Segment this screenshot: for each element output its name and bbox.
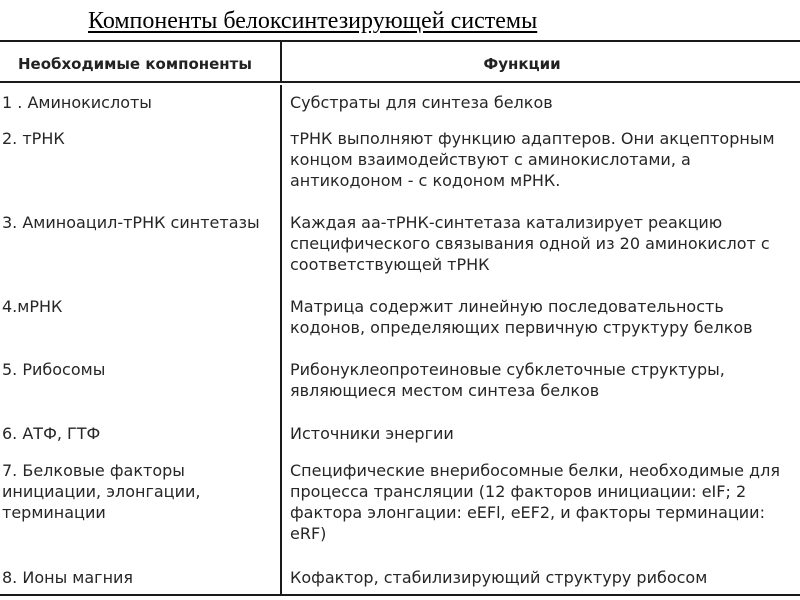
function-text: Специфические внерибосомные белки, необходимые для процесса трансляции (12 факторов инициации: eIF; 2 фактора элонгации: eEFl, eEF2, и факторы терминации: eRF) [290,461,780,543]
table-row [0,558,800,594]
component-text: 4.мРНК [2,297,63,316]
component-text: 2. тРНК [2,129,65,148]
column-header-functions: Функции [483,55,561,73]
function-text: тРНК выполняют функцию адаптеров. Они акцепторным концом взаимодействуют с аминокислотами, а антикодоном - с кодоном мРНК. [290,129,775,190]
function-cell [282,288,800,351]
function-text: Субстраты для синтеза белков [290,93,553,112]
component-cell [0,452,282,558]
component-text: 3. Аминоацил-тРНК синтетазы [2,213,260,232]
function-cell [282,558,800,594]
function-cell [282,120,800,204]
component-cell [0,351,282,414]
header-cell-functions [282,42,800,81]
component-text: 5. Рибосомы [2,360,106,379]
components-table [0,40,800,596]
function-text: Каждая аа-тРНК-синтетаза катализирует реакцию специфического связывания одной из 20 аминокислот с соответствующей тРНК [290,213,770,274]
function-text: Матрица содержит линейную последовательность кодонов, определяющих первичную структуру белков [290,297,753,337]
component-text: 7. Белковые факторы инициации, элонгации, терминации [2,461,201,522]
component-text: 8. Ионы магния [2,568,134,587]
component-text: 6. АТФ, ГТФ [2,424,101,443]
table-row [0,204,800,288]
table-row [0,414,800,452]
page-title: Компоненты белоксинтезирующей системы [88,8,538,34]
function-cell [282,452,800,558]
function-text: Источники энергии [290,424,454,443]
component-cell [0,85,282,120]
function-text: Рибонуклеопротеиновые субклеточные структуры, являющиеся местом синтеза белков [290,360,725,400]
table-header-row [0,42,800,83]
component-cell [0,414,282,452]
header-cell-components [0,42,282,81]
function-cell [282,85,800,120]
table-row [0,288,800,351]
component-cell [0,120,282,204]
column-header-components: Необходимые компоненты [18,55,252,73]
component-cell [0,204,282,288]
function-text: Кофактор, стабилизирующий структуру рибосом [290,568,708,587]
table-row [0,452,800,558]
table-row [0,351,800,414]
table-row [0,85,800,120]
component-text: 1 . Аминокислоты [2,93,152,112]
component-cell [0,558,282,594]
function-cell [282,204,800,288]
table-row [0,120,800,204]
component-cell [0,288,282,351]
function-cell [282,351,800,414]
function-cell [282,414,800,452]
